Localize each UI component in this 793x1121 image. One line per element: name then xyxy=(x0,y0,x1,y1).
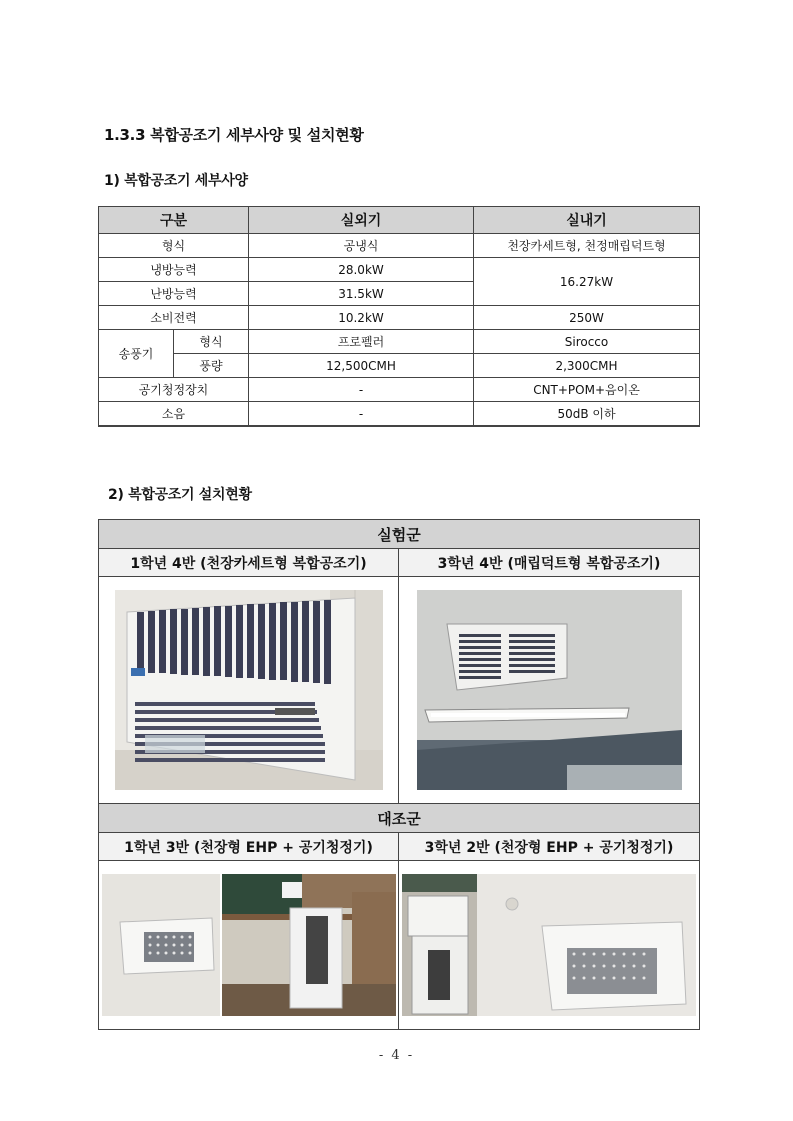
cell-indoor: Sirocco xyxy=(474,330,700,354)
row-label: 형식 xyxy=(174,330,249,354)
row-label: 공기청정장치 xyxy=(99,378,249,402)
cell-outdoor: 31.5kW xyxy=(249,282,474,306)
row-label: 형식 xyxy=(99,234,249,258)
cell-indoor: 천장카세트형, 천정매립덕트형 xyxy=(474,234,700,258)
table-row xyxy=(99,378,700,402)
cell-outdoor: 28.0kW xyxy=(249,258,474,282)
header-category: 구분 xyxy=(99,207,249,234)
experimental-left-caption: 1학년 4반 (천장카세트형 복합공조기) xyxy=(99,549,399,577)
install-photo-table xyxy=(98,519,700,1030)
row-label: 냉방능력 xyxy=(99,258,249,282)
cell-outdoor: 공냉식 xyxy=(249,234,474,258)
cell-outdoor: - xyxy=(249,378,474,402)
cell-outdoor: - xyxy=(249,402,474,427)
header-indoor: 실내기 xyxy=(474,207,700,234)
experimental-right-caption: 3학년 4반 (매립덕트형 복합공조기) xyxy=(399,549,700,577)
control-right-caption: 3학년 2반 (천장형 EHP + 공기청정기) xyxy=(399,833,700,861)
table-row xyxy=(99,402,700,427)
section-title: 1.3.3 복합공조기 세부사양 및 설치현황 xyxy=(104,126,364,144)
table-row xyxy=(99,330,700,354)
cell-indoor: 16.27kW xyxy=(474,258,700,306)
row-label: 풍량 xyxy=(174,354,249,378)
cell-indoor: CNT+POM+음이온 xyxy=(474,378,700,402)
cell-indoor: 250W xyxy=(474,306,700,330)
table-row xyxy=(99,306,700,330)
cell-outdoor: 10.2kW xyxy=(249,306,474,330)
table-row xyxy=(99,258,700,282)
cell-indoor: 50dB 이하 xyxy=(474,402,700,427)
install-subtitle: 2) 복합공조기 설치현황 xyxy=(108,487,252,503)
cassette-unit-photo xyxy=(115,590,383,790)
experimental-group-label: 실험군 xyxy=(99,520,700,549)
row-label: 난방능력 xyxy=(99,282,249,306)
cell-indoor: 2,300CMH xyxy=(474,354,700,378)
control-group-label: 대조군 xyxy=(99,804,700,833)
row-label: 소음 xyxy=(99,402,249,427)
row-group-label: 송풍기 xyxy=(99,330,174,378)
spec-table xyxy=(98,206,700,427)
cell-outdoor: 12,500CMH xyxy=(249,354,474,378)
spec-header-row xyxy=(99,207,700,234)
row-label: 소비전력 xyxy=(99,306,249,330)
page-number: - 4 - xyxy=(378,1048,415,1063)
table-row xyxy=(99,354,700,378)
control-left-caption: 1학년 3반 (천장형 EHP + 공기청정기) xyxy=(99,833,399,861)
header-outdoor: 실외기 xyxy=(249,207,474,234)
control-left-photos xyxy=(102,874,396,1016)
spec-subtitle: 1) 복합공조기 세부사양 xyxy=(104,173,248,189)
table-row xyxy=(99,234,700,258)
duct-unit-photo xyxy=(417,590,682,790)
cell-outdoor: 프로펠러 xyxy=(249,330,474,354)
control-right-photos xyxy=(402,874,696,1016)
